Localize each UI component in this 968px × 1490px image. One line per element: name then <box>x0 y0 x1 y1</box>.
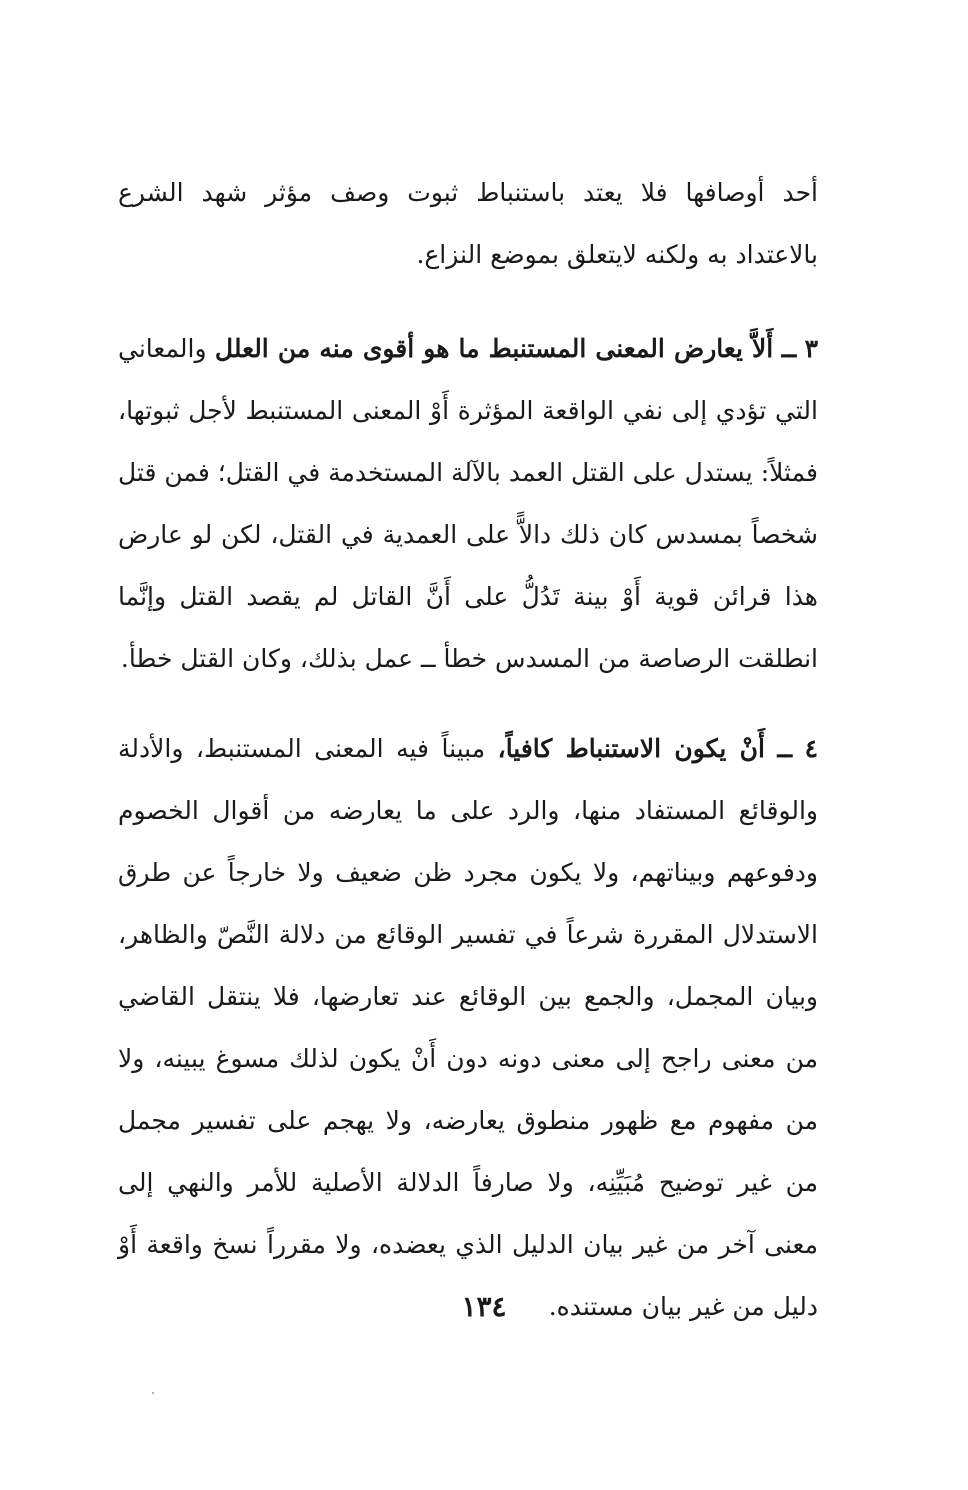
item-dash: ــ <box>777 734 793 763</box>
item-text: مبيناً فيه المعنى المستنبط، والأدلة والوقائع المستفاد منها، والرد على ما يعارضه من أقوال الخصوم ودفوعهم وبيناتهم، ولا يكون مجرد ظن ضعيف ولا خارجاً عن طرق الاستدلال المقررة شرعاً في تفسير الوقائع من دلالة النَّصّ والظاهر، وبيان المجمل، والجمع بين الوقائع عند تعارضها، فلا ينتقل القاضي من معنى راجح إلى معنى دونه دون أَنْ يكون لذلك مسوغ يبينه، ولا من مفهوم مع ظهور منطوق يعارضه، ولا يهجم على تفسير مجمل من غير توضيح مُبَيِّنِه، ولا صارفاً الدلالة الأصلية للأمر والنهي إلى معنى آخر من غير بيان الدليل الذي يعضده، ولا مقرراً نسخ واقعة أَوْ دليل من غير بيان مستنده. <box>118 734 818 1321</box>
item-number: ٣ <box>804 334 819 363</box>
paragraph-condition-3 <box>118 318 818 690</box>
paragraph-continuation <box>118 162 818 286</box>
paragraph-body <box>118 718 818 1338</box>
page-number: ١٣٤ <box>461 1290 507 1323</box>
paragraph-condition-4 <box>118 718 818 1338</box>
paragraph-body <box>118 318 818 690</box>
item-dash: ــ <box>781 334 797 363</box>
paragraph-text: أحد أوصافها فلا يعتد باستنباط ثبوت وصف مؤثر شهد الشرع بالاعتداد به ولكنه لايتعلق بموضع النزاع. <box>118 178 818 269</box>
scan-speck <box>152 1392 154 1394</box>
item-heading: أَنْ يكون الاستنباط كافياً، <box>497 734 765 763</box>
item-heading: أَلاَّ يعارض المعنى المستنبط ما هو أقوى منه من العلل <box>214 334 774 363</box>
item-number: ٤ <box>804 734 819 763</box>
item-text: والمعاني التي تؤدي إلى نفي الواقعة المؤثرة أَوْ المعنى المستنبط لأجل ثبوتها، فمثلاً: يستدل على القتل العمد بالآلة المستخدمة في القتل؛ فمن قتل شخصاً بمسدس كان ذلك دالاًّ على العمدية في القتل، لكن لو عارض هذا قرائن قوية أَوْ بينة تَدُلُّ على أَنَّ القاتل لم يقصد القتل وإنَّما انطلقت الرصاصة من المسدس خطأ ــ عمل بذلك، وكان القتل خطأ. <box>118 334 818 673</box>
